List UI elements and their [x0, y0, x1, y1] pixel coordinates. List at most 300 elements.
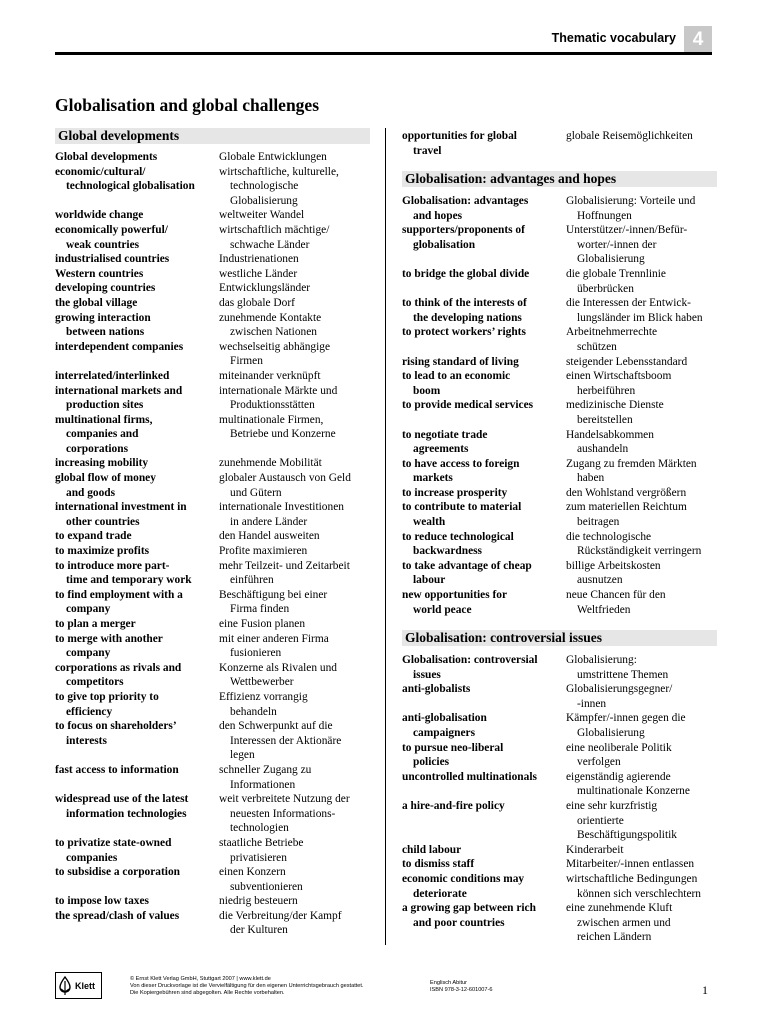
- german-translation-line: lungsländer im Blick haben: [577, 311, 703, 324]
- english-term: [402, 770, 566, 799]
- german-translation: [566, 653, 668, 682]
- english-term: [55, 223, 219, 252]
- english-term-line: corporations as rivals and: [55, 661, 182, 674]
- vocab-entry: [402, 901, 701, 945]
- english-term: [55, 559, 219, 588]
- english-term-line: technological globalisation: [66, 180, 195, 193]
- german-translation-line: neue Chancen für den: [566, 589, 666, 602]
- copyright-line: Die Kopiergebühren sind abgegolten. Alle Rechte vorbehalten.: [130, 990, 285, 997]
- book-title: Englisch Abitur: [430, 980, 468, 986]
- english-term: [55, 150, 219, 165]
- german-translation-line: globale Reisemöglichkeiten: [566, 130, 693, 142]
- german-translation: [219, 588, 327, 617]
- german-translation-line: zunehmende Kontakte: [219, 311, 322, 324]
- german-translation-line: Effizienz vorrangig: [219, 690, 308, 703]
- german-translation-line: -innen: [577, 697, 607, 710]
- german-translation-line: können sich verschlechtern: [577, 887, 701, 900]
- german-translation: [219, 909, 342, 938]
- german-translation-line: Arbeitnehmerrechte: [566, 326, 658, 339]
- german-translation-line: internationale Märkte und: [219, 384, 338, 397]
- english-term: [402, 711, 566, 740]
- english-term: [402, 194, 566, 223]
- column-divider: [385, 128, 386, 945]
- english-term: [55, 836, 219, 865]
- english-term: [402, 682, 566, 711]
- english-term-line: other countries: [66, 515, 140, 528]
- english-term: [402, 530, 566, 559]
- english-term-line: company: [66, 647, 111, 660]
- english-term: [55, 456, 219, 471]
- english-term: [55, 340, 219, 369]
- english-term: [55, 894, 219, 909]
- german-translation-line: Globalisierung: [230, 194, 298, 207]
- english-term: [402, 588, 566, 617]
- german-translation-line: eine neoliberale Politik: [566, 741, 672, 754]
- german-translation-line: die Interessen der Entwick-: [566, 297, 691, 310]
- english-term-line: international markets and: [55, 384, 183, 397]
- german-translation-line: Zugang zu fremden Märkten: [566, 457, 697, 470]
- german-translation: [566, 559, 661, 588]
- german-translation: [219, 617, 305, 632]
- german-translation-line: zwischen armen und: [577, 916, 671, 929]
- english-term: [55, 529, 219, 544]
- vocab-entry: [55, 456, 351, 471]
- german-translation-line: reichen Ländern: [577, 931, 652, 944]
- german-translation-line: niedrig besteuern: [219, 895, 298, 908]
- german-translation: [566, 194, 695, 223]
- english-term-line: developing countries: [55, 282, 156, 295]
- german-translation-line: Profite maximieren: [219, 545, 308, 558]
- german-translation-line: eine zunehmende Kluft: [566, 902, 673, 915]
- vocab-entry: [402, 682, 701, 711]
- german-translation-line: Rückständigkeit verringern: [577, 545, 702, 558]
- german-translation-line: orientierte: [577, 814, 624, 827]
- english-term-line: multinational firms,: [55, 413, 153, 426]
- vocab-entry: [402, 457, 703, 486]
- english-term-line: the developing nations: [413, 311, 522, 324]
- english-term: [55, 252, 219, 267]
- vocab-entry: [55, 311, 351, 340]
- german-translation-line: schwache Länder: [230, 238, 310, 251]
- english-term-line: fast access to information: [55, 763, 179, 776]
- german-translation-line: haben: [577, 472, 605, 485]
- german-translation: [219, 500, 344, 529]
- german-translation: [566, 223, 687, 267]
- english-term-line: to expand trade: [55, 530, 132, 543]
- english-term-line: to increase prosperity: [402, 486, 508, 499]
- english-term-line: growing interaction: [55, 311, 151, 324]
- german-translation-line: Beschäftigungspolitik: [577, 829, 677, 842]
- english-term-line: to privatize state-owned: [55, 836, 172, 849]
- vocab-entry: [55, 792, 351, 836]
- vocab-entry: [402, 770, 701, 799]
- english-term-line: to maximize profits: [55, 545, 150, 558]
- english-term-line: globalisation: [413, 238, 476, 251]
- english-term-line: to provide medical services: [402, 399, 534, 412]
- english-term-line: anti-globalisation: [402, 712, 487, 725]
- german-translation: [566, 741, 672, 770]
- english-term-line: to pursue neo-liberal: [402, 741, 504, 754]
- german-translation: [566, 325, 657, 354]
- german-translation: [566, 486, 686, 501]
- english-term-line: and hopes: [413, 209, 463, 222]
- english-term: [55, 267, 219, 282]
- english-term: [55, 661, 219, 690]
- german-translation-line: weit verbreitete Nutzung der: [219, 793, 350, 806]
- german-translation-line: Handelsabkommen: [566, 428, 654, 441]
- english-term: [402, 223, 566, 267]
- german-translation-line: beitragen: [577, 516, 620, 529]
- german-translation-line: Firma finden: [230, 603, 290, 616]
- german-translation-line: einen Wirtschaftsboom: [566, 370, 672, 383]
- vocab-entry: [402, 559, 703, 588]
- english-term: [402, 653, 566, 682]
- english-term-line: Global developments: [55, 151, 158, 163]
- english-term-line: to negotiate trade: [402, 428, 488, 441]
- vocab-entry: [55, 369, 351, 384]
- german-translation-line: Globalisierung: [577, 253, 645, 266]
- english-term-line: to subsidise a corporation: [55, 866, 180, 879]
- section-heading-advantages: Globalisation: advantages and hopes: [402, 171, 717, 187]
- german-translation-line: den Handel ausweiten: [219, 530, 320, 543]
- german-translation-line: westliche Länder: [219, 267, 298, 280]
- german-translation-line: in andere Länder: [230, 515, 308, 528]
- english-term-line: agreements: [413, 443, 469, 456]
- german-translation-line: zwischen Nationen: [230, 326, 317, 339]
- german-translation: [566, 267, 666, 296]
- german-translation-line: Globalisierungsgegner/: [566, 683, 673, 696]
- german-translation: [566, 872, 701, 901]
- english-term-line: to have access to foreign: [402, 457, 520, 470]
- vocab-entry: [402, 129, 693, 158]
- german-translation-line: Informationen: [230, 778, 296, 791]
- english-term: [55, 588, 219, 617]
- german-translation-line: technologien: [230, 822, 289, 835]
- german-translation-line: einen Konzern: [219, 866, 286, 879]
- german-translation-line: Entwicklungsländer: [219, 282, 311, 295]
- english-term-line: labour: [413, 574, 446, 587]
- german-translation-line: die Verbreitung/der Kampf: [219, 909, 342, 922]
- english-term: [55, 311, 219, 340]
- english-term-line: companies and: [66, 428, 139, 441]
- english-term-line: to protect workers’ rights: [402, 326, 526, 339]
- vocab-entry: [402, 223, 703, 267]
- english-term-line: weak countries: [66, 238, 140, 251]
- english-term: [55, 909, 219, 938]
- german-translation-line: neuesten Informations-: [230, 807, 336, 820]
- vocab-entry: [55, 909, 351, 938]
- english-term-line: industrialised countries: [55, 253, 170, 266]
- english-term-line: company: [66, 603, 111, 616]
- english-term-line: efficiency: [66, 705, 113, 718]
- german-translation: [219, 894, 298, 909]
- english-term-line: to introduce more part-: [55, 559, 170, 572]
- english-term-line: to bridge the global divide: [402, 267, 530, 280]
- german-translation: [566, 857, 694, 872]
- vocab-entry: [55, 281, 351, 296]
- english-term: [55, 763, 219, 792]
- vocab-entry: [55, 690, 351, 719]
- english-term: [402, 741, 566, 770]
- vocab-entry: [402, 857, 701, 872]
- english-term-line: policies: [413, 756, 450, 769]
- german-translation-line: billige Arbeitskosten: [566, 559, 661, 572]
- english-term-line: deteriorate: [413, 887, 467, 900]
- english-term: [55, 500, 219, 529]
- german-translation: [219, 529, 320, 544]
- english-term: [55, 865, 219, 894]
- vocab-entry: [55, 894, 351, 909]
- german-translation-line: eine sehr kurzfristig: [566, 799, 658, 812]
- english-term-line: economic/cultural/: [55, 165, 146, 178]
- german-translation-line: zunehmende Mobilität: [219, 457, 322, 470]
- german-translation: [219, 836, 303, 865]
- english-term-line: to reduce technological: [402, 530, 514, 543]
- german-translation-line: Betriebe und Konzerne: [230, 428, 336, 441]
- vocab-entry: [402, 428, 703, 457]
- english-term-line: a growing gap between rich: [402, 902, 536, 915]
- german-translation-line: mehr Teilzeit- und Zeitarbeit: [219, 559, 350, 572]
- vocab-entry: [402, 398, 703, 427]
- german-translation-line: subventionieren: [230, 880, 303, 893]
- english-term-line: to impose low taxes: [55, 895, 149, 908]
- vocab-entry: [402, 741, 701, 770]
- english-term: [402, 369, 566, 398]
- german-translation-line: wechselseitig abhängige: [219, 340, 331, 353]
- german-translation: [219, 544, 307, 559]
- german-translation-line: zum materiellen Reichtum: [566, 501, 687, 514]
- german-translation-line: herbeiführen: [577, 384, 636, 397]
- german-translation: [566, 799, 677, 843]
- english-term: [402, 799, 566, 843]
- german-translation-line: Unterstützer/-innen/Befür-: [566, 224, 688, 237]
- english-term-line: Globalisation: advantages: [402, 195, 529, 207]
- vocab-entry: [55, 661, 351, 690]
- german-translation-line: ausnutzen: [577, 574, 623, 587]
- german-translation-line: Globalisierung: Vorteile und: [566, 195, 696, 207]
- german-translation: [566, 355, 687, 370]
- german-translation: [219, 559, 350, 588]
- german-translation-line: steigender Lebensstandard: [566, 355, 688, 368]
- english-term: [402, 428, 566, 457]
- vocab-entry: [402, 486, 703, 501]
- german-translation-line: den Schwerpunkt auf die: [219, 720, 333, 733]
- german-translation: [219, 267, 297, 282]
- german-translation: [219, 661, 337, 690]
- english-term-line: uncontrolled multinationals: [402, 770, 537, 783]
- english-term: [402, 486, 566, 501]
- english-term-line: interests: [66, 734, 107, 747]
- book-info: [430, 980, 493, 994]
- english-term: [55, 296, 219, 311]
- german-translation: [566, 711, 686, 740]
- english-term-line: worldwide change: [55, 209, 144, 222]
- vocab-entry: [55, 559, 351, 588]
- english-term-line: Globalisation: controversial: [402, 654, 538, 666]
- german-translation-line: Globalisierung: [577, 726, 645, 739]
- vocab-entry: [55, 384, 351, 413]
- english-term-line: child labour: [402, 843, 462, 856]
- vocab-entry: [55, 413, 351, 457]
- vocab-entry: [55, 529, 351, 544]
- vocab-entry: [402, 588, 703, 617]
- german-translation-line: legen: [230, 749, 255, 762]
- german-translation: [219, 252, 299, 267]
- english-term: [55, 690, 219, 719]
- english-term-line: a hire-and-fire policy: [402, 799, 505, 812]
- english-term-line: information technologies: [66, 807, 187, 820]
- vocab-entry: [55, 719, 351, 763]
- german-translation-line: privatisieren: [230, 851, 287, 864]
- english-term-line: to give top priority to: [55, 690, 159, 703]
- english-term-line: rising standard of living: [402, 355, 519, 368]
- german-translation-line: eigenständig agierende: [566, 770, 671, 783]
- german-translation: [219, 690, 308, 719]
- vocab-entry: [55, 544, 351, 559]
- english-term-line: Western countries: [55, 267, 144, 280]
- vocab-entry: [55, 836, 351, 865]
- english-term: [402, 296, 566, 325]
- copyright-notice: [130, 976, 364, 998]
- english-term: [402, 872, 566, 901]
- english-term-line: economic conditions may: [402, 872, 525, 885]
- german-translation-line: das globale Dorf: [219, 296, 295, 309]
- german-translation-line: fusionieren: [230, 647, 282, 660]
- german-translation: [566, 369, 671, 398]
- german-translation-line: Interessen der Aktionäre: [230, 734, 342, 747]
- german-translation-line: und Gütern: [230, 486, 282, 499]
- english-term-line: to focus on shareholders’: [55, 720, 177, 733]
- english-term-line: backwardness: [413, 545, 482, 558]
- english-term-line: to take advantage of cheap: [402, 559, 532, 572]
- page-title: Globalisation and global challenges: [55, 95, 320, 115]
- german-translation: [219, 865, 303, 894]
- vocab-entry: [55, 340, 351, 369]
- english-term-line: corporations: [66, 442, 129, 455]
- vocab-entry: [402, 872, 701, 901]
- german-translation-line: umstrittene Themen: [577, 668, 669, 681]
- german-translation: [566, 770, 690, 799]
- english-term: [402, 857, 566, 872]
- german-translation-line: Weltfrieden: [577, 603, 631, 616]
- german-translation: [219, 208, 304, 223]
- vocab-entry: [55, 150, 351, 165]
- english-term-line: world peace: [413, 603, 472, 616]
- german-translation: [566, 296, 703, 325]
- english-term: [55, 369, 219, 384]
- german-translation: [219, 719, 341, 763]
- vocab-entry: [55, 500, 351, 529]
- vocab-entry: [402, 500, 703, 529]
- german-translation: [219, 413, 336, 457]
- english-term-line: to think of the interests of: [402, 297, 527, 310]
- english-term-line: companies: [66, 851, 118, 864]
- vocab-entry: [55, 471, 351, 500]
- english-term-line: economically powerful/: [55, 223, 168, 236]
- english-term: [402, 457, 566, 486]
- german-translation-line: worter/-innen der: [577, 238, 657, 251]
- english-term: [55, 384, 219, 413]
- english-term-line: to dismiss staff: [402, 858, 475, 871]
- vocab-entry: [402, 799, 701, 843]
- english-term-line: to contribute to material: [402, 501, 522, 514]
- english-term-line: time and temporary work: [66, 574, 192, 587]
- vocab-list-advantages: [402, 194, 703, 617]
- vocab-entry: [402, 325, 703, 354]
- english-term-line: increasing mobility: [55, 457, 149, 470]
- vocab-entry: [402, 711, 701, 740]
- german-translation-line: überbrücken: [577, 282, 634, 295]
- german-translation-line: schützen: [577, 340, 617, 353]
- english-term-line: opportunities for global: [402, 130, 517, 142]
- english-term: [55, 165, 219, 209]
- english-term-line: to plan a merger: [55, 618, 136, 630]
- english-term-line: competitors: [66, 676, 124, 689]
- vocab-entry: [55, 165, 351, 209]
- vocab-list-controversial: [402, 653, 701, 945]
- german-translation-line: miteinander verknüpft: [219, 369, 321, 382]
- vocab-entry: [55, 223, 351, 252]
- english-term-line: markets: [413, 472, 453, 485]
- klett-logo-icon: [56, 975, 74, 997]
- english-term-line: production sites: [66, 399, 144, 412]
- english-term: [55, 413, 219, 457]
- english-term-line: the global village: [55, 296, 138, 309]
- klett-logo: [55, 972, 102, 999]
- german-translation-line: Hoffnungen: [577, 209, 632, 222]
- german-translation-line: staatliche Betriebe: [219, 836, 304, 849]
- german-translation: [566, 530, 701, 559]
- english-term: [402, 901, 566, 945]
- german-translation: [566, 682, 672, 711]
- german-translation: [219, 792, 350, 836]
- german-translation: [566, 457, 697, 486]
- german-translation-line: wirtschaftlich mächtige/: [219, 223, 330, 236]
- vocab-entry: [55, 267, 351, 282]
- vocab-entry: [402, 653, 701, 682]
- book-isbn: ISBN 978-3-12-601007-6: [430, 987, 493, 994]
- german-translation-line: technologische: [230, 180, 299, 193]
- german-translation-line: multinationale Firmen,: [219, 413, 324, 426]
- german-translation: [566, 428, 654, 457]
- german-translation-line: schneller Zugang zu: [219, 763, 312, 776]
- english-term-line: wealth: [413, 516, 446, 529]
- english-term: [55, 281, 219, 296]
- english-term: [402, 267, 566, 296]
- german-translation-line: einführen: [230, 574, 274, 587]
- german-translation: [219, 281, 310, 296]
- english-term: [402, 325, 566, 354]
- page-number: 1: [702, 983, 708, 997]
- english-term-line: and goods: [66, 486, 116, 499]
- english-term: [55, 544, 219, 559]
- german-translation: [219, 471, 351, 500]
- german-translation: [566, 398, 664, 427]
- german-translation-line: behandeln: [230, 705, 277, 718]
- english-term: [402, 398, 566, 427]
- vocab-entry: [55, 296, 351, 311]
- english-term: [402, 500, 566, 529]
- german-translation: [566, 901, 672, 945]
- english-term-line: anti-globalists: [402, 683, 471, 696]
- german-translation: [566, 500, 687, 529]
- vocab-list-global-developments: [55, 150, 351, 938]
- german-translation: [219, 369, 321, 384]
- german-translation: [219, 340, 330, 369]
- vocab-entry: [402, 194, 703, 223]
- english-term-line: travel: [413, 144, 442, 157]
- vocab-entry: [55, 865, 351, 894]
